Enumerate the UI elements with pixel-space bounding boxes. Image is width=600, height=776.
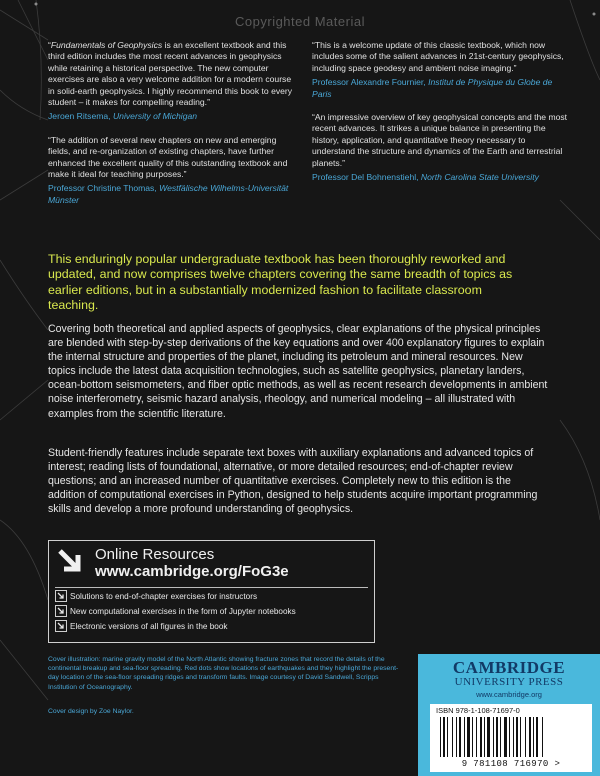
barcode-bar: [472, 717, 473, 757]
barcode-bar: [496, 717, 498, 757]
barcode-bar: [452, 717, 453, 757]
review-quote: “The addition of several new chapters on new and emerging fields, and re-organization of existing chapters, have further enhanced the excellent quality of this outstanding textbook and make it ideal for teaching purposes.”: [48, 134, 288, 180]
online-resources-box: [48, 540, 375, 643]
barcode-bar: [536, 717, 538, 757]
barcode-bar: [513, 717, 514, 757]
author-affiliation: University of Michigan: [112, 111, 198, 122]
author-name: Jeroen Ritsema,: [48, 111, 113, 122]
publisher-name: CAMBRIDGE: [452, 658, 566, 677]
arrow-icon: [55, 590, 67, 602]
lead-paragraph: This enduringly popular undergraduate textbook has been thoroughly reworked and updated, and now comprises twelve chapters covering the same breadth of topics as earlier editions, but in a substantially modernized fashion to facilitate classroom teaching.: [48, 252, 513, 313]
review-author: [48, 111, 298, 122]
barcode-bar: [520, 717, 521, 757]
barcode-bar: [480, 717, 482, 757]
arrow-icon: [55, 620, 67, 632]
author-name: Professor Del Bohnenstiehl,: [312, 172, 421, 183]
review-text: is an excellent textbook and this third edition includes the most recent advances in geophysics while retaining a historical perspective. The new computer exercises are also a very welcome addition for a modern course in solid-earth geophysics. I highly recommend this book to every student – it makes for compelling reading.”: [48, 40, 293, 108]
barcode-box: [430, 704, 592, 772]
barcode-bar: [447, 717, 448, 757]
barcode-bar: [516, 717, 518, 757]
author-name: Professor Christine Thomas,: [48, 183, 160, 194]
resource-item: [55, 590, 257, 603]
barcode-bar: [459, 717, 461, 757]
cover-design-credit: Cover design by Zoe Naylor.: [48, 708, 134, 715]
barcode-bar: [529, 717, 531, 757]
barcode-bar: [484, 717, 485, 757]
arrow-icon: [56, 547, 86, 577]
publisher-panel: [418, 654, 600, 776]
barcode-bar: [525, 717, 526, 757]
barcode-digits: 9 781108 716970 >: [461, 759, 561, 769]
divider: [55, 587, 368, 588]
author-name: Professor Alexandre Fournier,: [312, 77, 429, 88]
barcode-icon: [438, 717, 584, 759]
cover-illustration-note: Cover illustration: marine gravity model of the North Atlantic showing fracture zones that record the details of the continental breakup and sea-floor spreading. Red dots show locations of earthquakes and they highlight the present-day location of the sea-floor spreading ridges and transform faults. Image courtesy of David Sandwell, Scripps Institution of Oceanography.: [48, 656, 399, 691]
reviews-right-column: [312, 40, 570, 195]
copyright-watermark: Copyrighted Material: [235, 14, 365, 29]
barcode-bar: [504, 717, 507, 757]
barcode-bar: [509, 717, 510, 757]
barcode-bar: [476, 717, 477, 757]
description-paragraph-2: Student-friendly features include separate text boxes with auxiliary explanations and advanced topics of interest; reading lists of foundational, alternative, or more detailed resources; end-of-chapter review questions; and an increased number of quantitative exercises. Completely new to this edition is the addition of computational exercises in Python, designed to help students acquire important programming skills and develop a more profound understanding of geophysics.: [48, 447, 538, 516]
publisher-press: UNIVERSITY PRESS: [454, 676, 564, 688]
barcode-bar: [440, 717, 441, 757]
author-affiliation: North Carolina State University: [420, 172, 539, 183]
background-dot: [35, 3, 38, 6]
barcode-bar: [533, 717, 534, 757]
review-quote: “This is a welcome update of this classic textbook, which now includes some of the salient advances in 21st-century geophysics, including space geodesy and ambient noise imaging.”: [312, 40, 564, 73]
barcode-bar: [443, 717, 445, 757]
barcode-bar: [487, 717, 490, 757]
barcode-bar: [467, 717, 470, 757]
review-author: [312, 172, 570, 183]
review-quote: “An impressive overview of key geophysical concepts and the most recent advances. It strikes a unique balance in presenting the history, application, and quantitative theory necessary to understand the structure and dynamics of the Earth and terrestrial planets.”: [312, 112, 568, 168]
resource-item: [55, 605, 296, 618]
resource-item-label: Electronic versions of all figures in the book: [70, 622, 228, 631]
publisher-url[interactable]: www.cambridge.org: [476, 690, 542, 699]
reviews-left-column: [48, 40, 298, 218]
barcode-bar: [456, 717, 457, 757]
book-title: Fundamentals of Geophysics: [50, 40, 163, 50]
author-affiliation: Institut de Physique du Globe de Paris: [312, 77, 553, 99]
review-quote: [48, 40, 298, 108]
review-author: [312, 77, 570, 100]
resource-item-label: New computational exercises in the form of Jupyter notebooks: [70, 607, 296, 616]
online-resources-url[interactable]: www.cambridge.org/FoG3e: [95, 563, 289, 580]
barcode-bar: [542, 717, 543, 757]
description-paragraph-1: Covering both theoretical and applied aspects of geophysics, clear explanations of the physical principles are blended with step-by-step derivations of the key equations and over 400 explanatory figures to explain the internal structure and properties of the planet, including its petroleum and mineral resources. New topics include the latest data acquisition technologies, such as satellite geophysics, planetary landers, ocean-bottom seismometers, and fiber optic methods, as well as recent research developments in ambient noise interferometry, seismic hazard analysis, rheology, and numerical modeling – all illustrated with examples from the scientific literature.: [48, 323, 548, 420]
review-author: [48, 183, 298, 206]
barcode-bar: [493, 717, 494, 757]
barcode-bar: [500, 717, 501, 757]
open-quote: “: [48, 40, 51, 50]
isbn-label: ISBN 978-1-108-71697-0: [436, 706, 520, 715]
arrow-icon: [55, 605, 67, 617]
author-affiliation: Westfälische Wilhelms-Universität Münster: [48, 183, 289, 205]
online-resources-title: Online Resources: [95, 546, 215, 563]
barcode-bar: [464, 717, 465, 757]
resource-item: [55, 620, 227, 633]
resource-item-label: Solutions to end-of-chapter exercises for instructors: [70, 592, 258, 601]
